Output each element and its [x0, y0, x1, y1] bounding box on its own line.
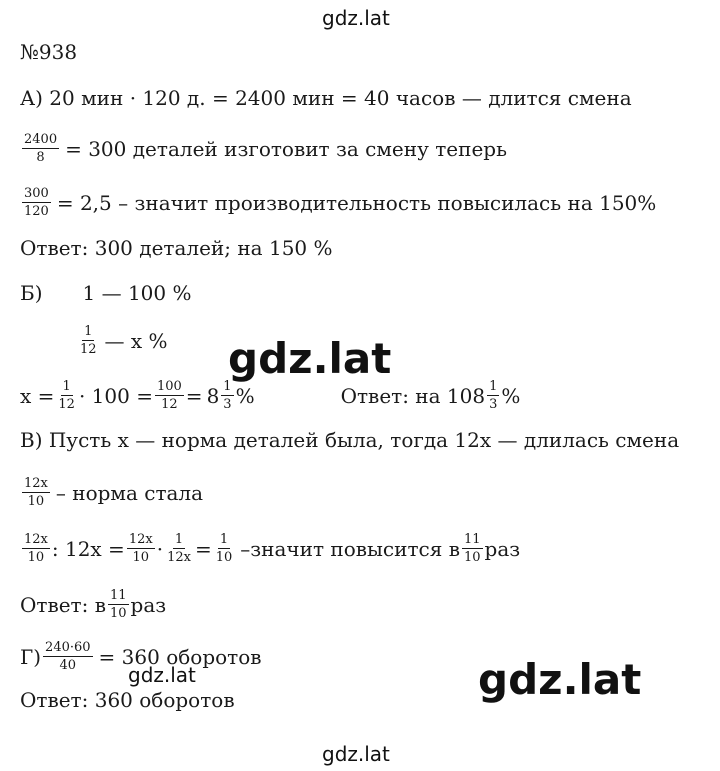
- part-d-label: Г): [20, 644, 42, 669]
- part-b-answer-prefix: Ответ: на 108: [340, 383, 486, 408]
- fraction-12x-10: [22, 476, 50, 509]
- fraction-denominator: 10: [463, 550, 481, 565]
- fraction-denominator: 8: [36, 150, 45, 165]
- part-b-label: Б): [20, 281, 43, 305]
- fraction-12x-10-b: [127, 532, 155, 565]
- fraction-1-3: [221, 379, 233, 412]
- part-c-line-1: [20, 428, 679, 452]
- part-c-line-3-text: –значит повысится в: [240, 536, 460, 561]
- fraction-denominator: 10: [132, 550, 150, 565]
- part-b-proportion-1: 1 — 100 %: [82, 281, 192, 305]
- fraction-denominator: 12: [80, 342, 97, 357]
- part-d-answer-text: Ответ: 360 оборотов: [20, 688, 235, 712]
- part-b-proportion-2: — x %: [104, 328, 168, 353]
- fraction-denominator: 12: [58, 397, 75, 412]
- equals-sign: =: [185, 383, 203, 408]
- fraction-1-12: [78, 324, 99, 357]
- part-c-line-3: [20, 532, 520, 565]
- fraction-100-12: [155, 379, 184, 412]
- fraction-denominator: 10: [27, 494, 45, 509]
- problem-number: [20, 40, 77, 64]
- problem-number-text: №938: [20, 40, 78, 64]
- fraction-1-12-b: [56, 379, 77, 412]
- fraction-numerator: 1: [489, 379, 498, 394]
- fraction-numerator: 1: [219, 532, 229, 547]
- part-a-line-2-text: = 300 деталей изготовит за смену теперь: [65, 136, 507, 161]
- part-c-answer-raz: раз: [130, 592, 167, 617]
- fraction-1-12x: [165, 532, 193, 565]
- fraction-12x-10-a: [22, 532, 50, 565]
- fraction-300-120: [22, 186, 51, 219]
- fraction-numerator: 1: [223, 379, 232, 394]
- watermark-top: gdz.lat: [322, 6, 390, 30]
- watermark-bottom: gdz.lat: [322, 742, 390, 766]
- fraction-denominator: 40: [59, 658, 77, 673]
- fraction-240-60-40: [43, 640, 93, 673]
- part-a-line-1: [20, 86, 632, 110]
- part-a-line-3: [20, 186, 656, 219]
- part-d-line-1-text: = 360 оборотов: [98, 644, 262, 669]
- fraction-denominator: 10: [109, 606, 127, 621]
- fraction-denominator: 12: [161, 397, 178, 412]
- percent-sign: %: [501, 383, 521, 408]
- fraction-denominator: 10: [27, 550, 45, 565]
- fraction-2400-8: [22, 132, 59, 165]
- raz-text: раз: [484, 536, 521, 561]
- percent-sign: %: [235, 383, 255, 408]
- part-d-line-1: [20, 640, 262, 673]
- part-c-answer-prefix: Ответ: в: [20, 592, 106, 617]
- fraction-numerator: 2400: [24, 132, 58, 147]
- fraction-denominator: 3: [223, 397, 232, 412]
- part-a-line-2: [20, 132, 507, 165]
- x-equals: x =: [20, 383, 55, 408]
- fraction-numerator: 1: [174, 532, 184, 547]
- fraction-numerator: 11: [109, 588, 127, 603]
- part-b-line-3: [20, 379, 520, 412]
- part-c-line-1-text: В) Пусть x — норма деталей была, тогда 12x — длилась смена: [20, 428, 680, 452]
- fraction-answer-1-3: [487, 379, 499, 412]
- fraction-denominator: 120: [24, 204, 49, 219]
- fraction-numerator: 240·60: [45, 640, 91, 655]
- fraction-11-10: [462, 532, 483, 565]
- watermark-small-left: gdz.lat: [128, 663, 196, 687]
- part-a-answer: [20, 236, 333, 260]
- fraction-numerator: 12x: [24, 476, 48, 491]
- divide-12x: : 12x =: [51, 536, 125, 561]
- part-c-line-2: [20, 476, 203, 509]
- multiply-sign: ·: [156, 536, 164, 561]
- watermark-center: gdz.lat: [228, 334, 392, 383]
- fraction-numerator: 100: [156, 379, 182, 394]
- fraction-denominator: 12x: [167, 550, 191, 565]
- part-d-answer: [20, 688, 235, 712]
- fraction-denominator: 10: [215, 550, 233, 565]
- multiply-100: · 100 =: [78, 383, 153, 408]
- fraction-denominator: 3: [489, 397, 498, 412]
- fraction-1-10: [214, 532, 235, 565]
- fraction-answer-11-10: [108, 588, 129, 621]
- fraction-numerator: 1: [62, 379, 71, 394]
- mixed-whole: 8: [206, 383, 220, 408]
- equals-sign: =: [194, 536, 212, 561]
- fraction-numerator: 11: [463, 532, 481, 547]
- mixed-number-8-1-3: [207, 379, 236, 412]
- part-c-line-2-text: – норма стала: [55, 480, 204, 505]
- fraction-numerator: 12x: [128, 532, 153, 547]
- watermark-large-right: gdz.lat: [478, 655, 642, 704]
- fraction-numerator: 1: [84, 324, 93, 339]
- part-b-line-2: [76, 324, 168, 357]
- part-a-answer-text: Ответ: 300 деталей; на 150 %: [20, 236, 333, 260]
- part-a-line-1-text: А) 20 мин · 120 д. = 2400 мин = 40 часов — длится смена: [20, 86, 632, 110]
- part-b-line-1: [20, 281, 191, 305]
- part-c-answer: [20, 588, 166, 621]
- fraction-numerator: 300: [24, 186, 49, 201]
- fraction-numerator: 12x: [24, 532, 48, 547]
- part-a-line-3-text: = 2,5 – значит производительность повысилась на 150%: [56, 190, 657, 215]
